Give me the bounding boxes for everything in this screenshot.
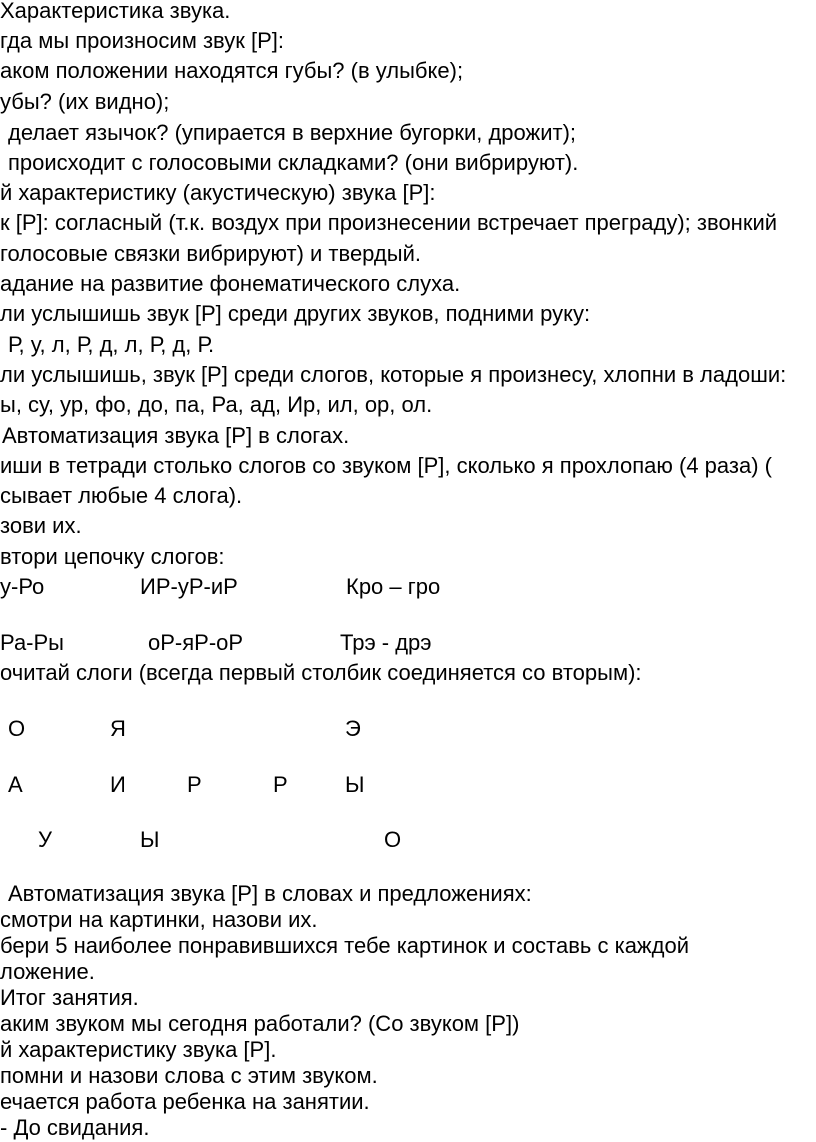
syllable-letter: А [8,772,23,797]
doc-line: й характеристику (акустическую) звука [Р]: [0,180,436,205]
doc-line: ложение. [0,959,95,984]
syllable-chain: Ра-Ры [0,630,64,655]
syllable-letter: У [38,827,52,852]
syllable-chain: ИР-уР-иР [140,574,238,599]
doc-line: голосовые связки вибрируют) и твердый. [0,241,421,266]
doc-line: очитай слоги (всегда первый столбик соединяется со вторым): [0,660,642,685]
doc-line: аким звуком мы сегодня работали? (Со звуком [Р]) [0,1011,520,1036]
doc-line: иши в тетради столько слогов со звуком [Р], сколько я прохлопаю (4 раза) ( [0,453,772,478]
doc-line: й характеристику звука [Р]. [0,1037,277,1062]
syllable-letter: Р [187,772,202,797]
syllable-letter: О [8,716,26,741]
doc-line: гда мы произносим звук [Р]: [0,28,284,53]
doc-line: помни и назови слова с этим звуком. [0,1063,378,1088]
doc-line: бери 5 наиболее понравившихся тебе картинок и составь с каждой [0,933,690,958]
syllable-letter: И [110,772,126,797]
doc-line: происходит с голосовыми складками? (они вибрируют). [8,150,579,175]
doc-line: убы? (их видно); [0,89,170,114]
syllable-letter: Я [110,716,126,741]
doc-line: ечается работа ребенка на занятии. [0,1089,370,1114]
doc-line: делает язычок? (упирается в верхние бугорки, дрожит); [8,120,577,145]
doc-line: адание на развитие фонематического слуха. [0,271,461,296]
doc-line: - До свидания. [0,1115,150,1140]
doc-line: аком положении находятся губы? (в улыбке); [0,58,464,83]
syllable-chain: Кро – гро [346,574,441,599]
doc-line: Р, у, л, Р, д, л, Р, д, Р. [8,332,215,357]
doc-line: Итог занятия. [0,985,139,1010]
doc-line: Автоматизация звука [Р] в слогах. [2,423,350,448]
doc-line: смотри на картинки, назови их. [0,907,318,932]
doc-line: Автоматизация звука [Р] в словах и предложениях: [8,881,532,906]
syllable-chain: оР-яР-оР [148,630,244,655]
syllable-letter: Ы [345,772,365,797]
syllable-chain: Трэ - дрэ [340,630,432,655]
doc-line: сывает любые 4 слога). [0,483,243,508]
syllable-chain: у-Ро [0,574,45,599]
syllable-letter: Ы [140,827,160,852]
syllable-letter: Э [345,716,361,741]
syllable-letter: Р [273,772,288,797]
doc-line: к [Р]: согласный (т.к. воздух при произнесении встречает преграду); звонкий [0,210,778,235]
doc-line: ли услышишь звук [Р] среди других звуков, подними руку: [0,301,591,326]
doc-line: Характеристика звука. [0,0,231,23]
doc-line: зови их. [0,513,82,538]
doc-line: втори цепочку слогов: [0,544,225,569]
doc-line: ы, су, ур, фо, до, па, Ра, ад, Ир, ил, ор, ол. [0,392,433,417]
syllable-letter: О [384,827,402,852]
doc-line: ли услышишь, звук [Р] среди слогов, которые я произнесу, хлопни в ладоши: [0,362,787,387]
